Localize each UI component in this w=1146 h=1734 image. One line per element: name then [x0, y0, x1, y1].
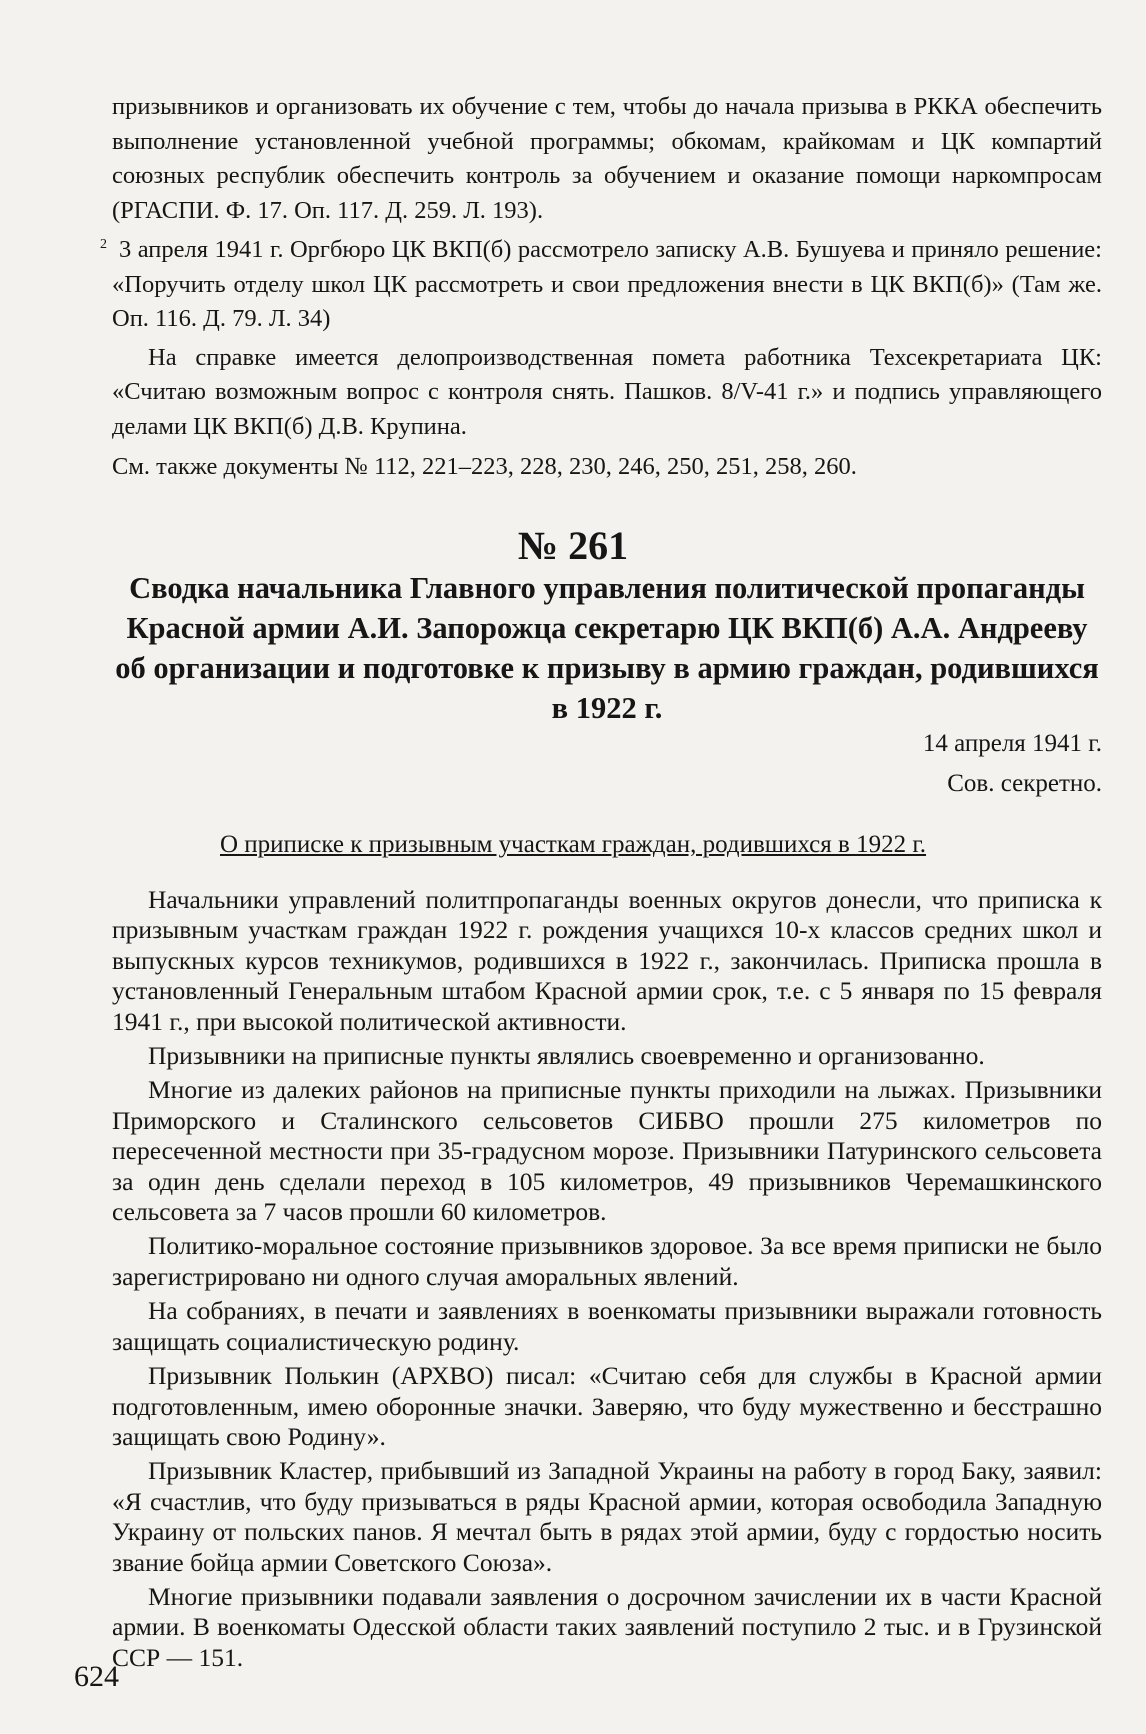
footnote-2: [100, 228, 1102, 337]
document-number: № 261: [517, 523, 629, 568]
footnotes-block: [100, 90, 1102, 485]
footnote-continuation: призывников и организовать их обучение с тем, чтобы до начала призыва в РККА обеспечить выполнение установленной учебной программы; обкомам, крайкомам и ЦК компартий союзных республик обеспечить контроль за обучением и оказание помощи наркомпросам (РГАСПИ. Ф. 17. Оп. 117. Д. 259. Л. 193).: [112, 93, 1102, 224]
archival-note: На справке имеется делопроизводственная помета работника Техсекретариата ЦК: «Считаю возможным вопрос с контроля снять. Пашков. 8/V-41 г.» и подпись управляющего делами ЦК ВКП(б) Д.В. Крупина.: [112, 343, 1102, 440]
paragraph: На собраниях, в печати и заявлениях в военкоматы призывники выражали готовность защищать социалистическую родину.: [112, 1296, 1102, 1356]
paragraph: Призывники на приписные пункты являлись своевременно и организованно.: [148, 1041, 985, 1071]
paragraph: Многие из далеких районов на приписные пункты приходили на лыжах. Призывники Приморского и Сталинского сельсоветов СИБВО прошли 275 километров по пересеченной местности при 35-градусном морозе. Призывники Патуринского сельсовета за один день сделали переход в 105 километров, 49 призывников Черемашкинского сельсовета за 7 часов прошли 60 километров.: [112, 1075, 1102, 1227]
footnote-2-text: 3 апреля 1941 г. Оргбюро ЦК ВКП(б) рассмотрело записку А.В. Бушуева и приняло решение: «Поручить отделу школ ЦК рассмотреть и свои предложения внести в ЦК ВКП(б)» (Там же. Оп. 116. Д. 79. Л. 34): [112, 236, 1102, 333]
footnote-2-mark: 2: [100, 237, 107, 252]
paragraph: Политико-моральное состояние призывников здоровое. За все время приписки не было зарегистрировано ни одного случая аморальных явлений.: [112, 1231, 1102, 1291]
page-number: 624: [74, 1660, 119, 1693]
classification: Сов. секретно.: [947, 770, 1102, 797]
document-title: Сводка начальника Главного управления политической пропаганды Красной армии А.И. Запорожца секретарю ЦК ВКП(б) А.А. Андрееву об организации и подготовке к призыву в армию граждан, родившихся в 1922 г.: [115, 571, 1099, 725]
document-subject: [0, 831, 1146, 859]
subject-text: О приписке к призывным участкам граждан, родившихся в 1922 г.: [219, 831, 927, 858]
paragraph: Призывник Кластер, прибывший из Западной Украины на работу в город Баку, заявил: «Я счастлив, что буду призываться в ряды Красной армии, которая освободила Западную Украину от польских панов. Я мечтал быть в рядах этой армии, буду с гордостью носить звание бойца армии Советского Союза».: [112, 1456, 1102, 1577]
document-body: [112, 885, 1102, 1677]
paragraph: Многие призывники подавали заявления о досрочном зачислении их в части Красной армии. В военкоматы Одесской области таких заявлений поступило 2 тыс. и в Грузинской ССР — 151.: [112, 1581, 1102, 1672]
paragraph: Начальники управлений политпропаганды военных округов донесли, что приписка к призывным участкам граждан 1922 г. рождения учащихся 10-х классов средних школ и выпускных курсов техникумов, родившихся в 1922 г., закончилась. Приписка прошла в установленный Генеральным штабом Красной армии срок, т.е. с 5 января по 15 февраля 1941 г., при высокой политической активности.: [112, 885, 1102, 1036]
see-also: См. также документы № 112, 221–223, 228, 230, 246, 250, 251, 258, 260.: [112, 453, 857, 481]
document-date: 14 апреля 1941 г.: [922, 730, 1102, 757]
paragraph: Призывник Полькин (АРХВО) писал: «Считаю себя для службы в Красной армии подготовленным, имею оборонные значки. Заверяю, что буду мужественно и бесстрашно защищать свою Родину».: [112, 1361, 1102, 1451]
